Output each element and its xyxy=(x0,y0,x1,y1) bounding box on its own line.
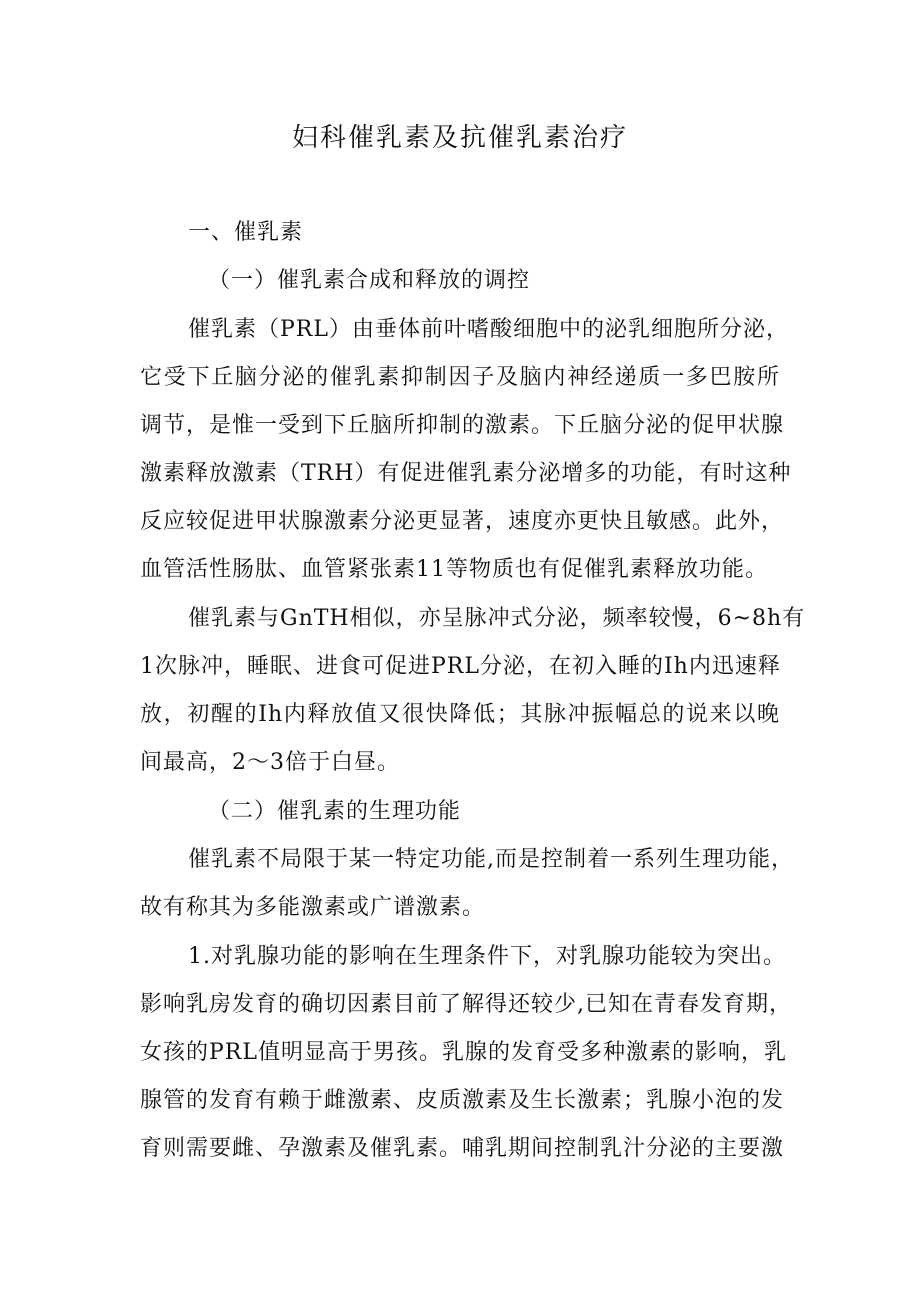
subsection-heading-2: （二）催乳素的生理功能 xyxy=(208,799,462,824)
paragraph-line: 催乳素不局限于某一特定功能,而是控制着一系列生理功能， xyxy=(188,847,794,872)
paragraph-line: 它受下丘脑分泌的催乳素抑制因子及脑内神经递质一多巴胺所 xyxy=(140,365,780,390)
paragraph-line: 影响乳房发育的确切因素目前了解得还较少,已知在青春发育期， xyxy=(140,992,792,1017)
paragraph-line: 1次脉冲，睡眠、进食可促进PRL分泌，在初入睡的Ih内迅速释 xyxy=(140,654,781,679)
paragraph-line: 女孩的PRL值明显高于男孩。乳腺的发育受多种激素的影响，乳 xyxy=(140,1040,787,1065)
paragraph-line: 育则需要雌、孕激素及催乳素。哺乳期间控制乳汁分泌的主要激 xyxy=(140,1136,785,1161)
subsection-heading-1: （一）催乳素合成和释放的调控 xyxy=(208,268,531,293)
paragraph-line: 腺管的发育有赖于雌激素、皮质激素及生长激素；乳腺小泡的发 xyxy=(140,1088,785,1113)
paragraph-line: 反应较促进甲状腺激素分泌更显著，速度亦更快且敏感。此外， xyxy=(140,509,785,534)
paragraph-line: 1.对乳腺功能的影响在生理条件下，对乳腺功能较为突出。 xyxy=(188,944,786,969)
paragraph-line: 催乳素与GnTH相似，亦呈脉冲式分泌，频率较慢，6~8h有 xyxy=(188,606,806,631)
paragraph-line: 催乳素（PRL）由垂体前叶嗜酸细胞中的泌乳细胞所分泌， xyxy=(188,317,789,342)
paragraph-line: 血管活性肠肽、血管紧张素11等物质也有促催乳素释放功能。 xyxy=(140,557,768,582)
document-title: 妇科催乳素及抗催乳素治疗 xyxy=(291,123,628,153)
paragraph-line: 故有称其为多能激素或广谱激素。 xyxy=(140,895,486,920)
paragraph-line: 间最高，2～3倍于白昼。 xyxy=(140,750,400,775)
paragraph-line: 调节，是惟一受到下丘脑所抑制的激素。下丘脑分泌的促甲状腺 xyxy=(140,413,785,438)
paragraph-line: 激素释放激素（TRH）有促进催乳素分泌增多的功能，有时这种 xyxy=(140,461,792,486)
paragraph-line: 放，初醒的Ih内释放值又很快降低；其脉冲振幅总的说来以晚 xyxy=(140,702,780,727)
section-heading-1: 一、催乳素 xyxy=(188,220,304,245)
